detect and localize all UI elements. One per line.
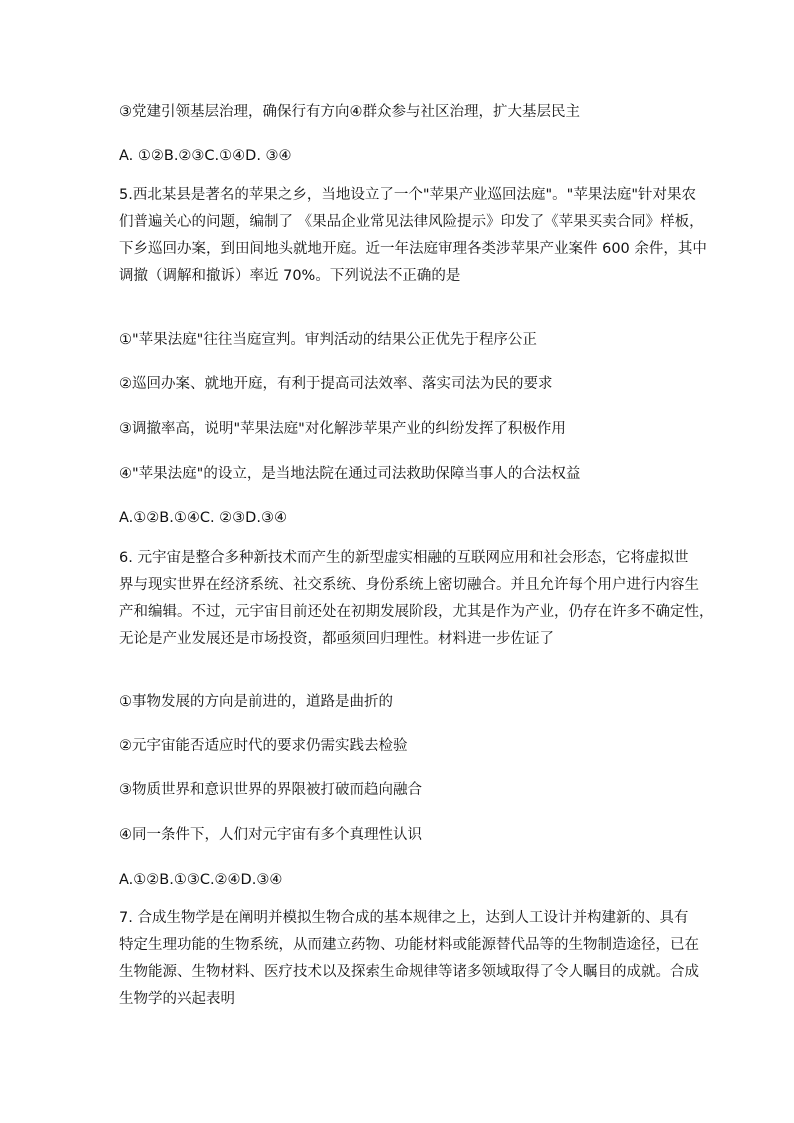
q5-stem-line: 下乡巡回办案，到田间地头就地开庭。近一年法庭审理各类涉苹果产业案件 600 余件，其中 (119, 241, 707, 257)
q6-stem-line: 无论是产业发展还是市场投资，都亟须回归理性。材料进一步佐证了 (119, 631, 554, 647)
q5-option-4: ④"苹果法庭"的设立，是当地法院在通过司法救助保障当事人的合法权益 (119, 466, 581, 482)
q6-answers: A.①②B.①③C.②④D.③④ (119, 872, 283, 888)
q6-stem-line: 产和编辑。不过，元宇宙目前还处在初期发展阶段，尤其是作为产业，仍存在许多不确定性， (119, 604, 714, 620)
q5-option-1: ①"苹果法庭"往往当庭宣判。审判活动的结果公正优先于程序公正 (119, 332, 537, 348)
q6-option-2: ②元宇宙能否适应时代的要求仍需实践去检验 (119, 738, 408, 754)
q6-option-1: ①事物发展的方向是前进的，道路是曲折的 (119, 694, 393, 710)
q6-option-4: ④同一条件下，人们对元宇宙有多个真理性认识 (119, 827, 422, 843)
q6-stem-line: 界与现实世界在经济系统、社交系统、身份系统上密切融合。并且允许每个用户进行内容生 (119, 577, 699, 593)
q7-stem (119, 905, 699, 1013)
q7-stem-line: 生物学的兴起表明 (119, 991, 235, 1007)
q5-stem-line: 调撤（调解和撤诉）率近 70%。下列说法不正确的是 (119, 268, 461, 284)
q4-option-line: ③党建引领基层治理，确保行有方向④群众参与社区治理，扩大基层民主 (119, 104, 580, 120)
q5-stem-line: 们普遍关心的问题，编制了 《果品企业常见法律风险提示》印发了《苹果买卖合同》样板， (119, 214, 704, 230)
q6-stem (119, 545, 714, 653)
q7-stem-line: 7. 合成生物学是在阐明并模拟生物合成的基本规律之上，达到人工设计并构建新的、具有 (119, 910, 689, 926)
q7-stem-line: 生物能源、生物材料、医疗技术以及探索生命规律等诸多领域取得了令人瞩目的成就。合成 (119, 964, 699, 980)
q5-option-3: ③调撤率高，说明"苹果法庭"对化解涉苹果产业的纠纷发挥了积极作用 (119, 421, 566, 437)
q7-stem-line: 特定生理功能的生物系统，从而建立药物、功能材料或能源替代品等的生物制造途径，已在 (119, 937, 699, 953)
q6-stem-line: 6. 元宇宙是整合多种新技术而产生的新型虚实相融的互联网应用和社会形态，它将虚拟世 (119, 550, 689, 566)
q4-answers: A. ①②B.②③C.①④D. ③④ (119, 148, 292, 164)
q5-option-2: ②巡回办案、就地开庭，有利于提高司法效率、落实司法为民的要求 (119, 376, 553, 392)
q5-stem (119, 182, 707, 290)
q5-stem-line: 5.西北某县是著名的苹果之乡，当地设立了一个"苹果产业巡回法庭"。"苹果法庭"针对果农 (119, 187, 697, 203)
q6-option-3: ③物质世界和意识世界的界限被打破而趋向融合 (119, 782, 422, 798)
q5-answers: A.①②B.①④C. ②③D.③④ (119, 510, 287, 526)
